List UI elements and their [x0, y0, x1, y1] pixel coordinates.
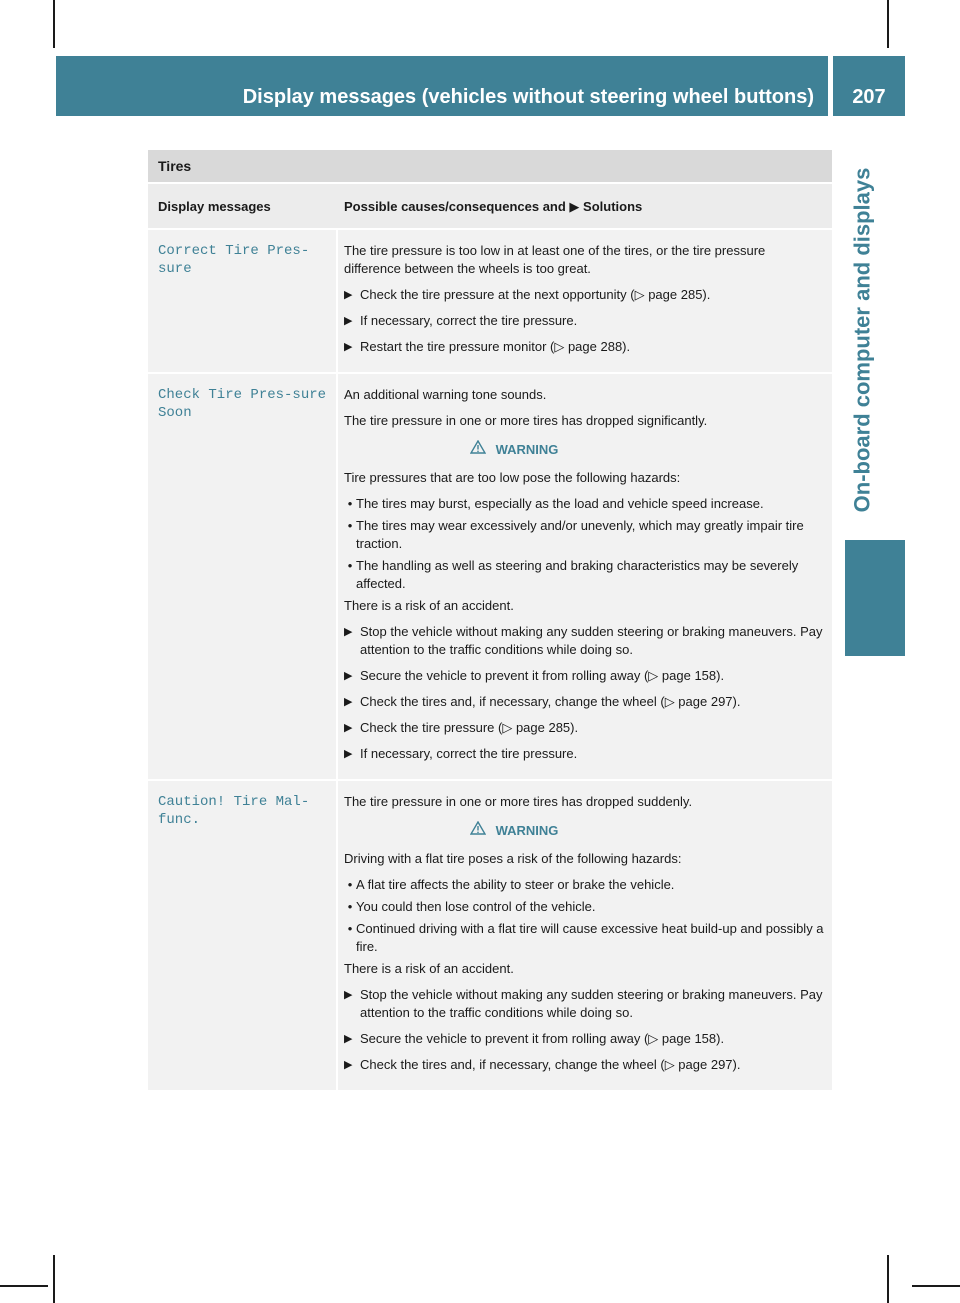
bullet-text: The tires may burst, especially as the load and vehicle speed increase. — [356, 496, 764, 511]
table-row — [148, 374, 832, 779]
step-arrow-icon: ▶ — [344, 626, 353, 638]
crop-mark — [887, 0, 889, 48]
warning-triangle-icon — [470, 440, 486, 459]
solution-step — [344, 986, 824, 1022]
bullet-icon: • — [347, 558, 353, 573]
table-title: Tires — [148, 150, 832, 182]
warning-label: WARNING — [495, 822, 559, 838]
display-message: Correct Tire Pres-sure — [148, 230, 338, 372]
bullet-icon: • — [347, 518, 353, 533]
step-text: Stop the vehicle without making any sudden steering or braking maneuvers. Pay attention to the traffic conditions while doing so. — [360, 987, 823, 1020]
step-arrow-icon: ▶ — [344, 1033, 353, 1045]
paragraph: An additional warning tone sounds. — [344, 387, 547, 402]
step-text: Check the tires and, if necessary, change the wheel (▷ page 297). — [360, 694, 741, 709]
step-text: Check the tires and, if necessary, change the wheel (▷ page 297). — [360, 1057, 741, 1072]
solution-step — [344, 1056, 824, 1074]
bullet-text: You could then lose control of the vehicle. — [356, 899, 596, 914]
step-arrow-icon: ▶ — [344, 315, 353, 327]
solution-step — [344, 667, 824, 685]
paragraph: The tire pressure in one or more tires has dropped significantly. — [344, 413, 708, 428]
page-number-box — [833, 56, 905, 116]
warning-label: WARNING — [495, 441, 559, 457]
hazard-bullet — [344, 920, 824, 956]
crop-mark — [887, 1255, 889, 1303]
paragraph: The tire pressure is too low in at least one of the tires, or the tire pressure difference between the wheels is too great. — [344, 243, 766, 276]
step-arrow-icon: ▶ — [344, 670, 353, 682]
table-header-row — [148, 184, 832, 228]
step-arrow-icon: ▶ — [344, 1059, 353, 1071]
step-text: Restart the tire pressure monitor (▷ page 288). — [360, 339, 631, 354]
step-arrow-icon: ▶ — [344, 748, 353, 760]
risk-note: There is a risk of an accident. — [344, 961, 514, 976]
bullet-text: Continued driving with a flat tire will cause excessive heat build-up and possibly a fire. — [356, 921, 824, 954]
warning-heading — [344, 440, 824, 459]
table-body — [148, 230, 832, 1090]
warning-heading — [344, 821, 824, 840]
causes-solutions — [338, 781, 832, 1090]
paragraph: The tire pressure in one or more tires has dropped suddenly. — [344, 794, 693, 809]
solution-step — [344, 1030, 824, 1048]
bullet-text: The tires may wear excessively and/or unevenly, which may greatly impair tire traction. — [356, 518, 804, 551]
warning-intro: Tire pressures that are too low pose the following hazards: — [344, 470, 681, 485]
hazard-bullet — [344, 898, 824, 916]
step-text: Secure the vehicle to prevent it from rolling away (▷ page 158). — [360, 1031, 725, 1046]
step-text: Stop the vehicle without making any sudden steering or braking maneuvers. Pay attention to the traffic conditions while doing so. — [360, 624, 823, 657]
risk-note: There is a risk of an accident. — [344, 598, 514, 613]
header-title: Display messages (vehicles without steering wheel buttons) — [242, 86, 814, 108]
step-text: If necessary, correct the tire pressure. — [360, 313, 578, 328]
step-arrow-icon: ▶ — [344, 341, 353, 353]
bullet-text: A flat tire affects the ability to steer or brake the vehicle. — [356, 877, 675, 892]
table-row — [148, 781, 832, 1090]
step-text: Secure the vehicle to prevent it from rolling away (▷ page 158). — [360, 668, 725, 683]
warning-triangle-icon — [470, 821, 486, 840]
solution-step — [344, 286, 824, 304]
display-message: Caution! Tire Mal-func. — [148, 781, 338, 1090]
crop-mark — [53, 1255, 55, 1303]
warning-intro: Driving with a flat tire poses a risk of the following hazards: — [344, 851, 682, 866]
column-header-causes: Possible causes/consequences and ▶ Solutions — [344, 199, 643, 214]
crop-mark — [912, 1285, 960, 1287]
solution-step — [344, 623, 824, 659]
step-text: Check the tire pressure at the next opportunity (▷ page 285). — [360, 287, 711, 302]
hazard-bullet — [344, 557, 824, 593]
bullet-icon: • — [347, 877, 353, 892]
column-header-messages: Display messages — [158, 199, 271, 214]
messages-table — [148, 150, 832, 1090]
step-text: Check the tire pressure (▷ page 285). — [360, 720, 579, 735]
bullet-icon: • — [347, 921, 353, 936]
crop-mark — [53, 0, 55, 48]
step-arrow-icon: ▶ — [344, 289, 353, 301]
step-text: If necessary, correct the tire pressure. — [360, 746, 578, 761]
step-arrow-icon: ▶ — [344, 696, 353, 708]
header-bar — [56, 56, 828, 116]
solution-step — [344, 693, 824, 711]
display-message: Check Tire Pres-sure Soon — [148, 374, 338, 779]
hazard-bullet — [344, 876, 824, 894]
causes-solutions — [338, 230, 832, 372]
solution-step — [344, 338, 824, 356]
table-row — [148, 230, 832, 372]
solution-step — [344, 745, 824, 763]
side-tab — [842, 155, 882, 525]
bullet-text: The handling as well as steering and braking characteristics may be severely affected. — [356, 558, 799, 591]
solution-step — [344, 719, 824, 737]
causes-solutions — [338, 374, 832, 779]
bullet-icon: • — [347, 496, 353, 511]
hazard-bullet — [344, 517, 824, 553]
step-arrow-icon: ▶ — [344, 989, 353, 1001]
step-arrow-icon: ▶ — [344, 722, 353, 734]
crop-mark — [0, 1285, 48, 1287]
side-tab-label: On-board computer and displays — [849, 167, 874, 513]
solution-step — [344, 312, 824, 330]
side-tab-marker — [845, 540, 905, 656]
hazard-bullet — [344, 495, 824, 513]
page-number: 207 — [852, 86, 886, 108]
bullet-icon: • — [347, 899, 353, 914]
